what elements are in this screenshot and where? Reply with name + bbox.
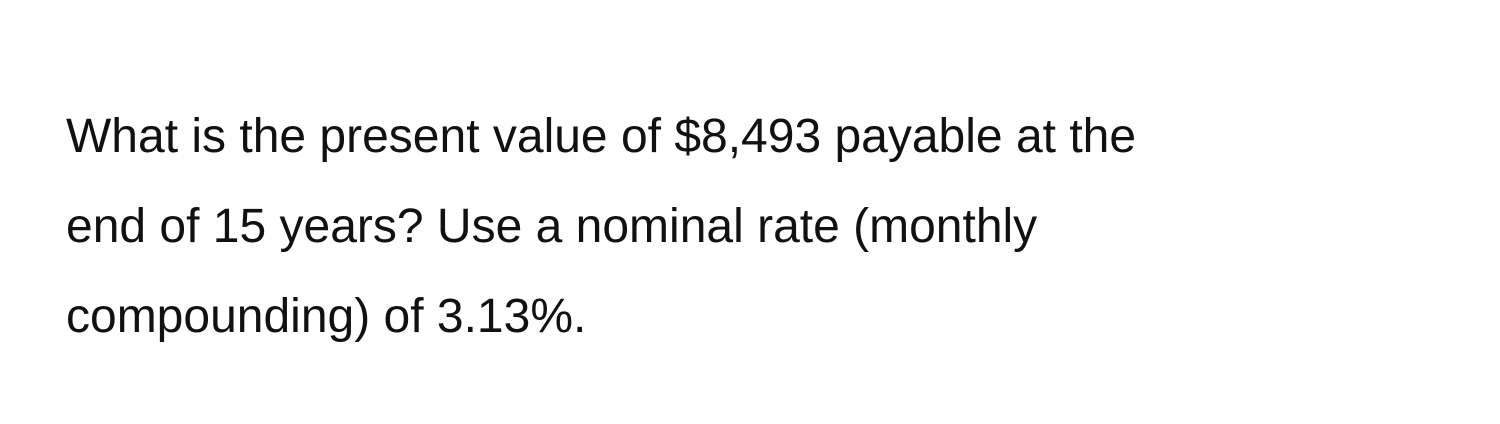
question-line-1: What is the present value of $8,493 payable at the (66, 110, 1137, 163)
question-line-3: compounding) of 3.13%. (66, 290, 587, 343)
question-text (66, 92, 1466, 362)
question-line-2: end of 15 years? Use a nominal rate (monthly (66, 200, 1038, 253)
